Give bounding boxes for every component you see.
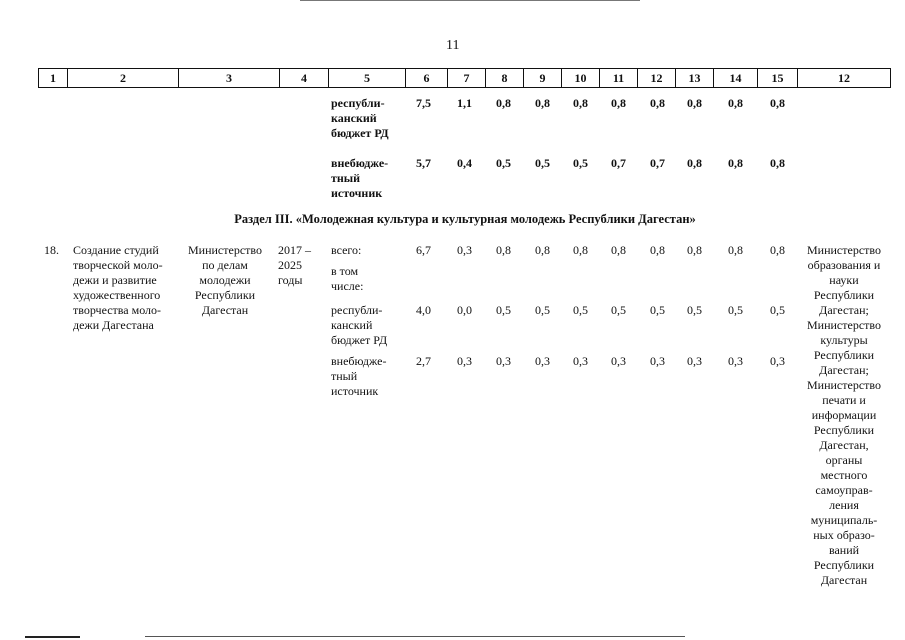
value-cell: 0,8	[535, 243, 550, 257]
executor-line: Дагестан	[201, 303, 249, 317]
responsible-line: ваний	[828, 543, 860, 557]
value-cell: 0,8	[496, 96, 511, 110]
value-cell: 0,8	[728, 243, 743, 257]
value-cell: 0,3	[573, 354, 588, 368]
responsible-line: Дагестан;	[819, 303, 869, 317]
value-cell: 0,5	[496, 303, 511, 317]
source-label-line: тный	[331, 171, 361, 185]
source-label-line: источник	[331, 384, 379, 398]
activity-name-line: творчества моло-	[73, 303, 162, 317]
period-line: 2025	[278, 258, 302, 272]
responsible-line: Дагестан	[820, 573, 868, 587]
value-cell: 0,5	[573, 303, 588, 317]
value-cell: 0,8	[496, 243, 511, 257]
value-cell: 0,0	[457, 303, 472, 317]
scan-edge-top	[300, 0, 640, 1]
value-cell: 0,5	[650, 303, 665, 317]
activity-name-line: дежи Дагестана	[73, 318, 154, 332]
activity-name-line: Создание студий	[73, 243, 159, 257]
value-cell: 0,7	[611, 156, 626, 170]
source-label-line: канский	[331, 318, 373, 332]
row-number: 18.	[44, 243, 59, 257]
value-cell: 7,5	[416, 96, 431, 110]
source-label-line: канский	[331, 111, 377, 125]
value-cell: 0,5	[611, 303, 626, 317]
value-cell: 0,3	[687, 354, 702, 368]
value-cell: 1,1	[457, 96, 472, 110]
responsible-line: науки	[829, 273, 859, 287]
header-col-10: 10	[562, 69, 600, 88]
value-cell: 0,8	[611, 243, 626, 257]
executor-line: Министерство	[188, 243, 262, 257]
responsible-line: Республики	[813, 288, 875, 302]
value-cell: 0,8	[687, 96, 702, 110]
header-col-11: 11	[600, 69, 638, 88]
header-col-7: 7	[448, 69, 486, 88]
responsible-line: органы	[825, 453, 863, 467]
value-cell: 0,3	[770, 354, 785, 368]
value-cell: 0,5	[535, 156, 550, 170]
responsible-line: ных образо-	[813, 528, 875, 542]
responsible-line: Республики	[813, 423, 875, 437]
activity-name-line: дежи и развитие	[73, 273, 157, 287]
value-cell: 2,7	[416, 354, 431, 368]
value-cell: 0,8	[650, 243, 665, 257]
responsible-line: образования и	[807, 258, 881, 272]
value-cell: 0,8	[770, 243, 785, 257]
value-cell: 0,5	[573, 156, 588, 170]
value-cell: 0,3	[457, 243, 472, 257]
executor-line: Республики	[194, 288, 256, 302]
source-label-line: источник	[331, 186, 383, 200]
header-col-6: 6	[406, 69, 448, 88]
source-label-line: внебюдже-	[331, 156, 389, 170]
responsible-line: Дагестан,	[819, 438, 869, 452]
responsible-line: самоуправ-	[815, 483, 873, 497]
value-cell: 0,5	[728, 303, 743, 317]
value-cell: 6,7	[416, 243, 431, 257]
value-cell: 0,3	[457, 354, 472, 368]
value-cell: 0,8	[687, 156, 702, 170]
value-cell: 0,8	[770, 156, 785, 170]
responsible-line: местного	[820, 468, 868, 482]
responsible-line: Республики	[813, 348, 875, 362]
value-cell: 0,8	[573, 243, 588, 257]
value-cell: 0,4	[457, 156, 472, 170]
activity-name-line: художественного	[73, 288, 161, 302]
scan-edge-bottom-left	[25, 636, 80, 638]
value-cell: 0,8	[728, 96, 743, 110]
responsible-line: Министерство	[807, 378, 881, 392]
executor-line: молодежи	[199, 273, 251, 287]
value-cell: 0,8	[611, 96, 626, 110]
header-col-8: 8	[486, 69, 524, 88]
value-cell: 0,8	[650, 96, 665, 110]
header-col-2: 2	[68, 69, 179, 88]
responsible-line: информации	[811, 408, 877, 422]
header-col-5: 5	[329, 69, 406, 88]
source-label-line: в том	[331, 264, 359, 278]
header-col-9: 9	[524, 69, 562, 88]
header-col-4: 4	[280, 69, 329, 88]
value-cell: 0,3	[611, 354, 626, 368]
value-cell: 0,3	[728, 354, 743, 368]
header-col-16: 12	[798, 69, 891, 88]
section-title: Раздел III. «Молодежная культура и культурная молодежь Республики Дагестан»	[234, 212, 696, 226]
executor-line: по делам	[202, 258, 248, 272]
responsible-line: Министерство	[807, 243, 881, 257]
value-cell: 0,8	[687, 243, 702, 257]
header-col-1: 1	[39, 69, 68, 88]
value-cell: 0,5	[496, 156, 511, 170]
page-number: 11	[446, 38, 460, 53]
activity-name-line: творческой моло-	[73, 258, 163, 272]
value-cell: 0,5	[687, 303, 702, 317]
source-label-line: тный	[331, 369, 358, 383]
value-cell: 0,3	[496, 354, 511, 368]
value-cell: 0,5	[535, 303, 550, 317]
value-cell: 0,3	[650, 354, 665, 368]
responsible-line: печати и	[822, 393, 866, 407]
value-cell: 0,8	[728, 156, 743, 170]
value-cell: 4,0	[416, 303, 431, 317]
responsible-line: культуры	[820, 333, 868, 347]
source-label-line: внебюдже-	[331, 354, 387, 368]
responsible-line: ления	[829, 498, 859, 512]
source-label-line: числе:	[331, 279, 364, 293]
value-cell: 0,7	[650, 156, 665, 170]
value-cell: 0,5	[770, 303, 785, 317]
source-label-line: республи-	[331, 303, 383, 317]
value-cell: 0,3	[535, 354, 550, 368]
value-cell: 0,8	[770, 96, 785, 110]
responsible-line: Министерство	[807, 318, 881, 332]
table-header	[38, 68, 891, 88]
header-col-15: 15	[758, 69, 798, 88]
header-col-12: 12	[638, 69, 676, 88]
source-label-line: бюджет РД	[331, 333, 388, 347]
period-line: годы	[278, 273, 303, 287]
responsible-line: Республики	[813, 558, 875, 572]
header-col-13: 13	[676, 69, 714, 88]
responsible-line: муниципаль-	[810, 513, 878, 527]
source-label-line: бюджет РД	[331, 126, 389, 140]
scan-edge-bottom-right	[145, 636, 685, 637]
header-col-14: 14	[714, 69, 758, 88]
source-label-line: республи-	[331, 96, 385, 110]
value-cell: 0,8	[573, 96, 588, 110]
period-line: 2017 –	[278, 243, 311, 257]
source-label-line: всего:	[331, 243, 362, 257]
value-cell: 5,7	[416, 156, 431, 170]
responsible-line: Дагестан;	[819, 363, 869, 377]
header-col-3: 3	[179, 69, 280, 88]
value-cell: 0,8	[535, 96, 550, 110]
